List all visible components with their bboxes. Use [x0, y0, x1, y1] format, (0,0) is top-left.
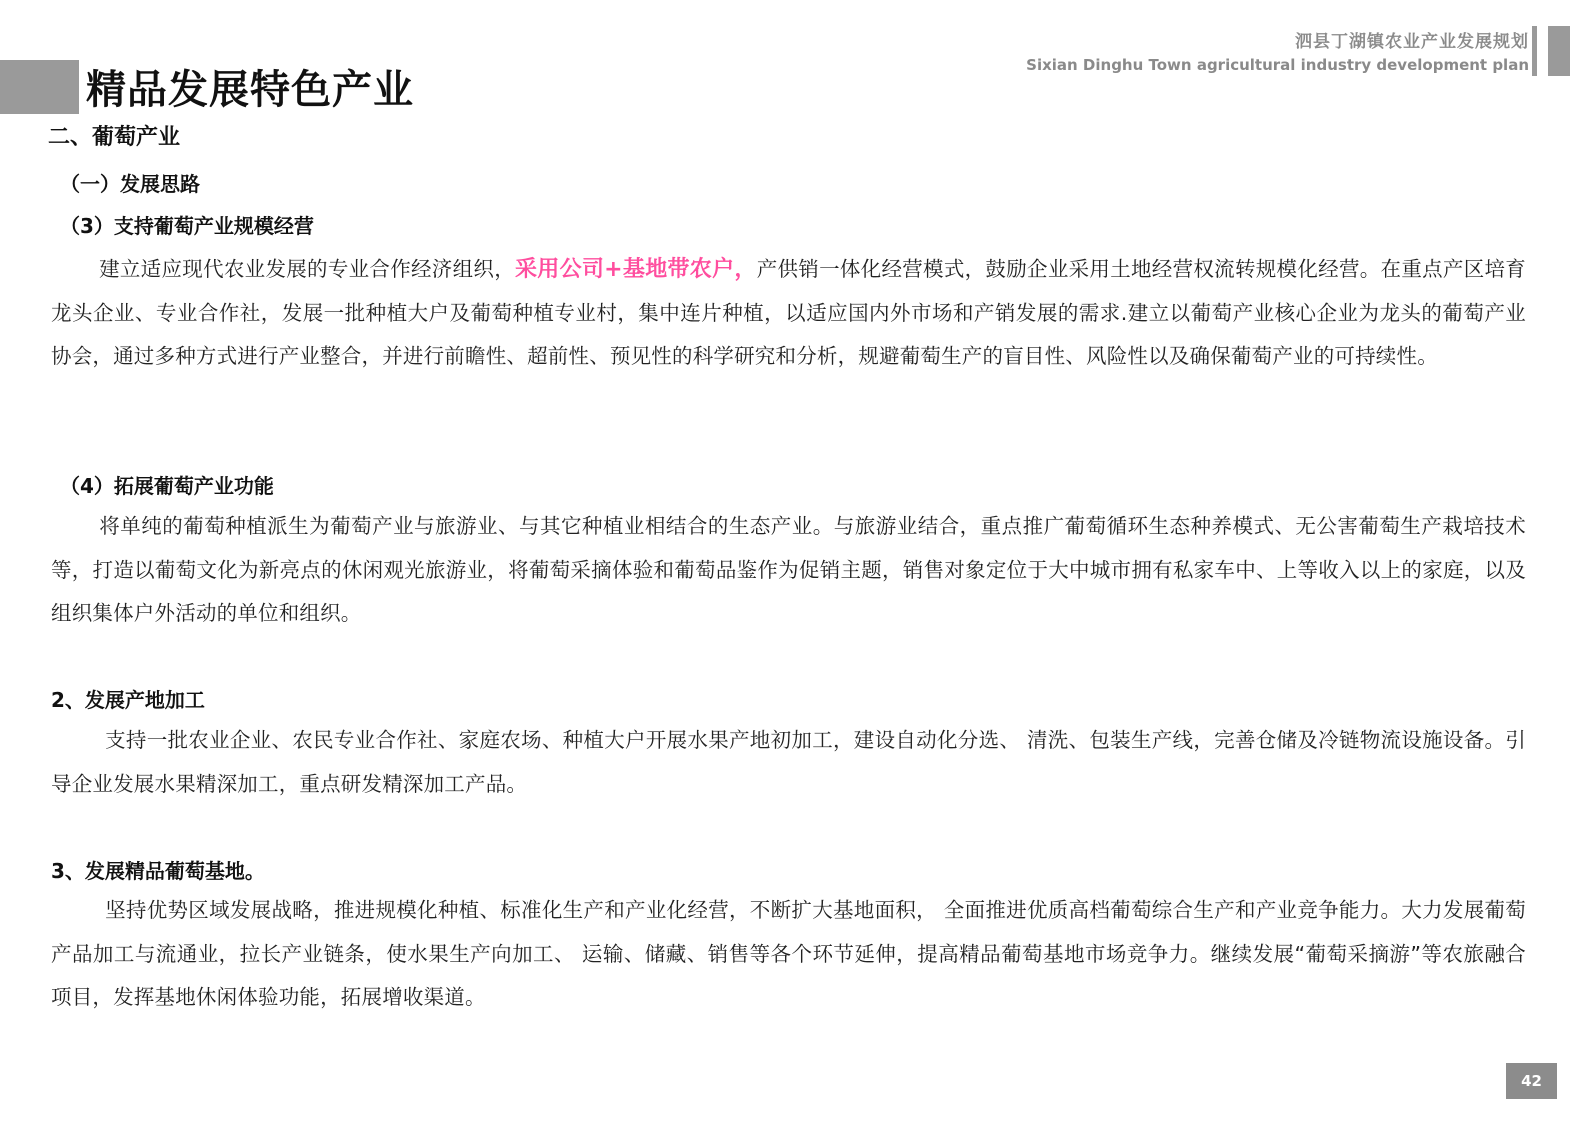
item4-paragraph: [51, 505, 1526, 636]
item4-text: 将单纯的葡萄种植派生为葡萄产业与旅游业、与其它种植业相结合的生态产业。与旅游业结合，重点推广葡萄循环生态种养模式、无公害葡萄生产栽培技术等，打造以葡萄文化为新亮点的休闲观光旅游业，将葡萄采摘体验和葡萄品鉴作为促销主题，销售对象定位于大中城市拥有私家车中、上等收入以上的家庭，以及组织集体户外活动的单位和组织。: [51, 514, 1526, 625]
document-header: [1026, 30, 1529, 76]
item3-heading: （3）支持葡萄产业规模经营: [60, 214, 314, 238]
header-accent-bar-thick: [1548, 26, 1570, 76]
item3-paragraph: [51, 248, 1526, 379]
part2-text: 支持一批农业企业、农民专业合作社、家庭农场、种植大户开展水果产地初加工，建设自动化分选、 清洗、包装生产线，完善仓储及冷链物流设施设备。引导企业发展水果精深加工，重点研发精深加工产品。: [51, 728, 1526, 796]
part2-heading: 2、发展产地加工: [51, 688, 205, 712]
subsection-heading: （一）发展思路: [60, 172, 200, 196]
page-title: 精品发展特色产业: [86, 67, 414, 113]
item3-text-after: 产供销一体化经营模式，鼓励企业采用土地经营权流转规模化经营。在重点产区培育龙头企业、专业合作社，发展一批种植大户及葡萄种植专业村，集中连片种植，以适应国内外市场和产销发展的需求.建立以葡萄产业核心企业为龙头的葡萄产业协会，通过多种方式进行产业整合，并进行前瞻性、超前性、预见性的科学研究和分析，规避葡萄生产的盲目性、风险性以及确保葡萄产业的可持续性。: [51, 257, 1527, 368]
part3-paragraph: [51, 889, 1526, 1020]
part3-heading: 3、发展精品葡萄基地。: [51, 859, 265, 883]
section-heading: 二、葡萄产业: [48, 125, 181, 150]
part2-paragraph: [51, 719, 1526, 806]
item3-highlight: 采用公司+基地带农户，: [515, 257, 757, 282]
title-accent-block: [0, 60, 79, 114]
item3-text-before: 建立适应现代农业发展的专业合作经济组织，: [99, 257, 515, 281]
document-title-en: Sixian Dinghu Town agricultural industry development plan: [1026, 56, 1529, 74]
document-title-cn: 泗县丁湖镇农业产业发展规划: [1295, 32, 1529, 52]
page-number: 42: [1506, 1063, 1557, 1099]
header-accent-bar-thin: [1532, 26, 1537, 76]
part3-text: 坚持优势区域发展战略，推进规模化种植、标准化生产和产业化经营，不断扩大基地面积， 全面推进优质高档葡萄综合生产和产业竞争能力。大力发展葡萄产品加工与流通业，拉长产业链条，使水果生产向加工、 运输、储藏、销售等各个环节延伸，提高精品葡萄基地市场竞争力。继续发展“葡萄采摘游”等农旅融合项目，发挥基地休闲体验功能，拓展增收渠道。: [51, 898, 1526, 1009]
item4-heading: （4）拓展葡萄产业功能: [60, 474, 274, 498]
